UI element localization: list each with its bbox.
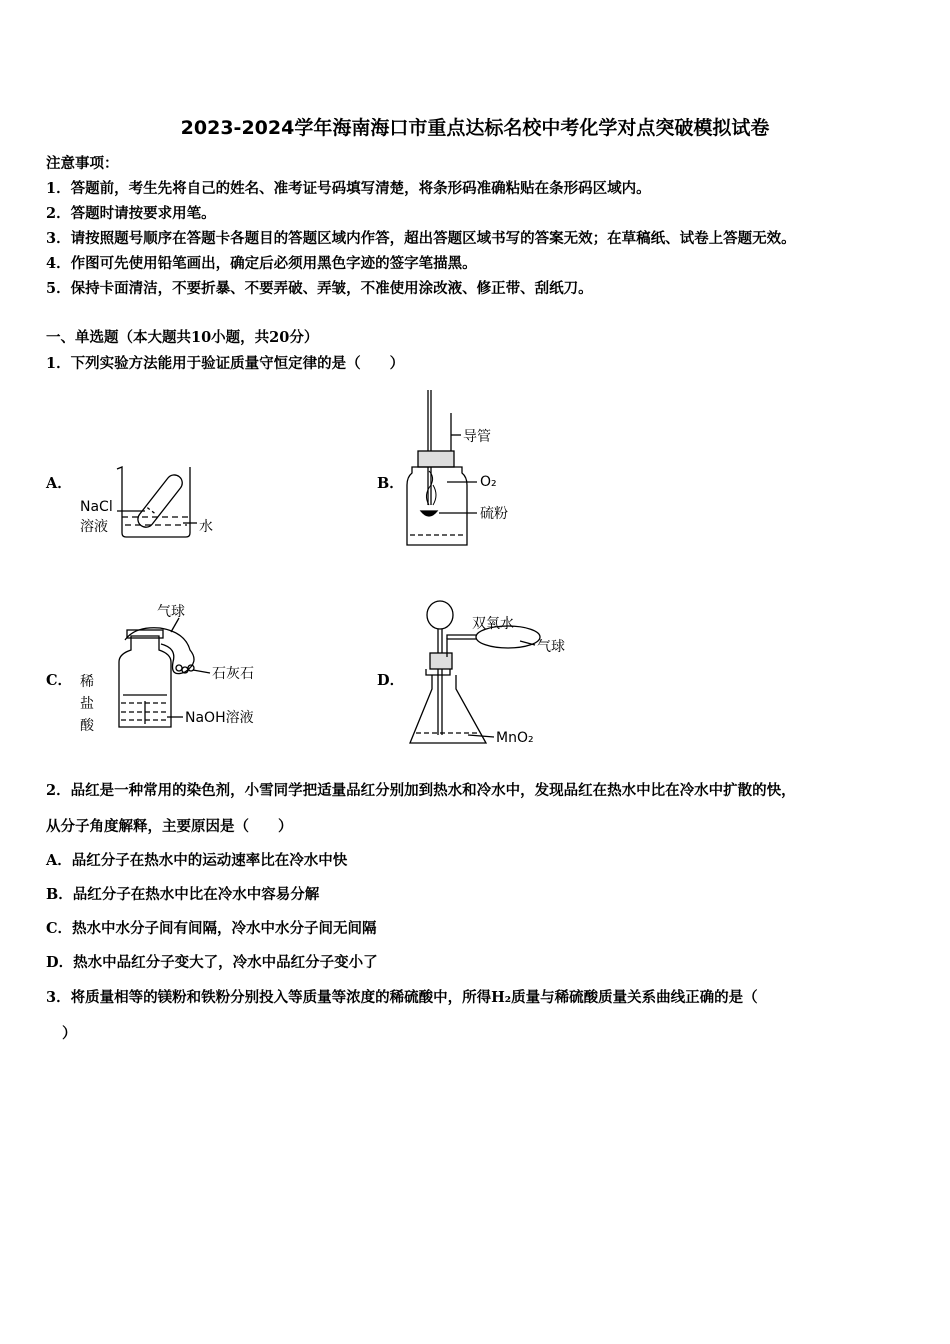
notice-item: 4．作图可先使用铅笔画出，确定后必须用黑色字迹的签字笔描黑。 <box>46 255 477 272</box>
figure-d-label-balloon: 气球 <box>537 639 565 655</box>
question-2-option-b: B．品红分子在热水中比在冷水中容易分解 <box>46 886 320 903</box>
option-d-label: D． <box>377 672 405 689</box>
question-3-stem-line-1: 3．将质量相等的镁粉和铁粉分别投入等质量等浓度的稀硫酸中，所得H₂质量与稀硫酸质量关系曲线正确的是（ <box>46 989 758 1006</box>
figure-b-label-sulfur: 硫粉 <box>480 506 508 522</box>
option-a-label: A． <box>46 475 72 492</box>
option-b-label: B． <box>377 475 404 492</box>
question-1-stem: 1．下列实验方法能用于验证质量守恒定律的是（ ） <box>46 355 405 372</box>
notice-item: 1．答题前，考生先将自己的姓名、准考证号码填写清楚，将条形码准确粘贴在条形码区域内。 <box>46 180 651 197</box>
question-2-option-c: C．热水中水分子间有间隔，冷水中水分子间无间隔 <box>46 920 377 937</box>
section-heading: 一、单选题（本大题共10小题，共20分） <box>46 329 319 346</box>
figure-c-bottle-balloon-diagram <box>75 600 275 745</box>
page-title: 2023-2024学年海南海口市重点达标名校中考化学对点突破模拟试卷 <box>180 117 770 139</box>
figure-b-label-tube: 导管 <box>463 429 491 445</box>
figure-d-flask-diagram <box>400 595 580 755</box>
figure-b-label-o2: O₂ <box>480 474 497 490</box>
question-2-option-d: D．热水中品红分子变大了，冷水中品红分子变小了 <box>46 954 378 971</box>
question-2-option-a: A．品红分子在热水中的运动速率比在冷水中快 <box>46 852 348 869</box>
question-3-stem-line-2: ） <box>62 1025 77 1042</box>
notice-item: 3．请按照题号顺序在答题卡各题目的答题区域内作答，超出答题区域书写的答案无效；在草稿纸、试卷上答题无效。 <box>46 230 796 247</box>
question-2-stem-line-2: 从分子角度解释，主要原因是（ ） <box>46 818 293 835</box>
figure-a-label-water: 水 <box>199 519 213 535</box>
figure-c-label-limestone: 石灰石 <box>212 666 254 682</box>
notice-heading: 注意事项： <box>46 155 119 172</box>
figure-d-label-mno2: MnO₂ <box>496 730 534 746</box>
question-2-stem-line-1: 2．品红是一种常用的染色剂，小雪同学把适量品红分别加到热水和冷水中，发现品红在热水中比在冷水中扩散的快， <box>46 782 796 799</box>
figure-c-label-naoh: NaOH溶液 <box>185 710 254 726</box>
notice-item: 5．保持卡面清洁，不要折暴、不要弄破、弄皱，不准使用涂改液、修正带、刮纸刀。 <box>46 280 593 297</box>
figure-c-label-dilute-2: 盐 <box>80 696 94 712</box>
figure-a-beaker-diagram <box>75 455 225 545</box>
figure-c-label-dilute-3: 酸 <box>80 718 94 734</box>
figure-a-label-solution: 溶液 <box>80 519 108 535</box>
figure-c-label-balloon: 气球 <box>157 604 185 620</box>
figure-b-gas-jar-diagram <box>395 385 535 555</box>
notice-item: 2．答题时请按要求用笔。 <box>46 205 216 222</box>
figure-a-label-nacl: NaCl <box>80 499 113 515</box>
option-c-label: C． <box>46 672 73 689</box>
figure-d-label-peroxide: 双氧水 <box>472 616 514 632</box>
figure-c-label-dilute-1: 稀 <box>80 674 94 690</box>
